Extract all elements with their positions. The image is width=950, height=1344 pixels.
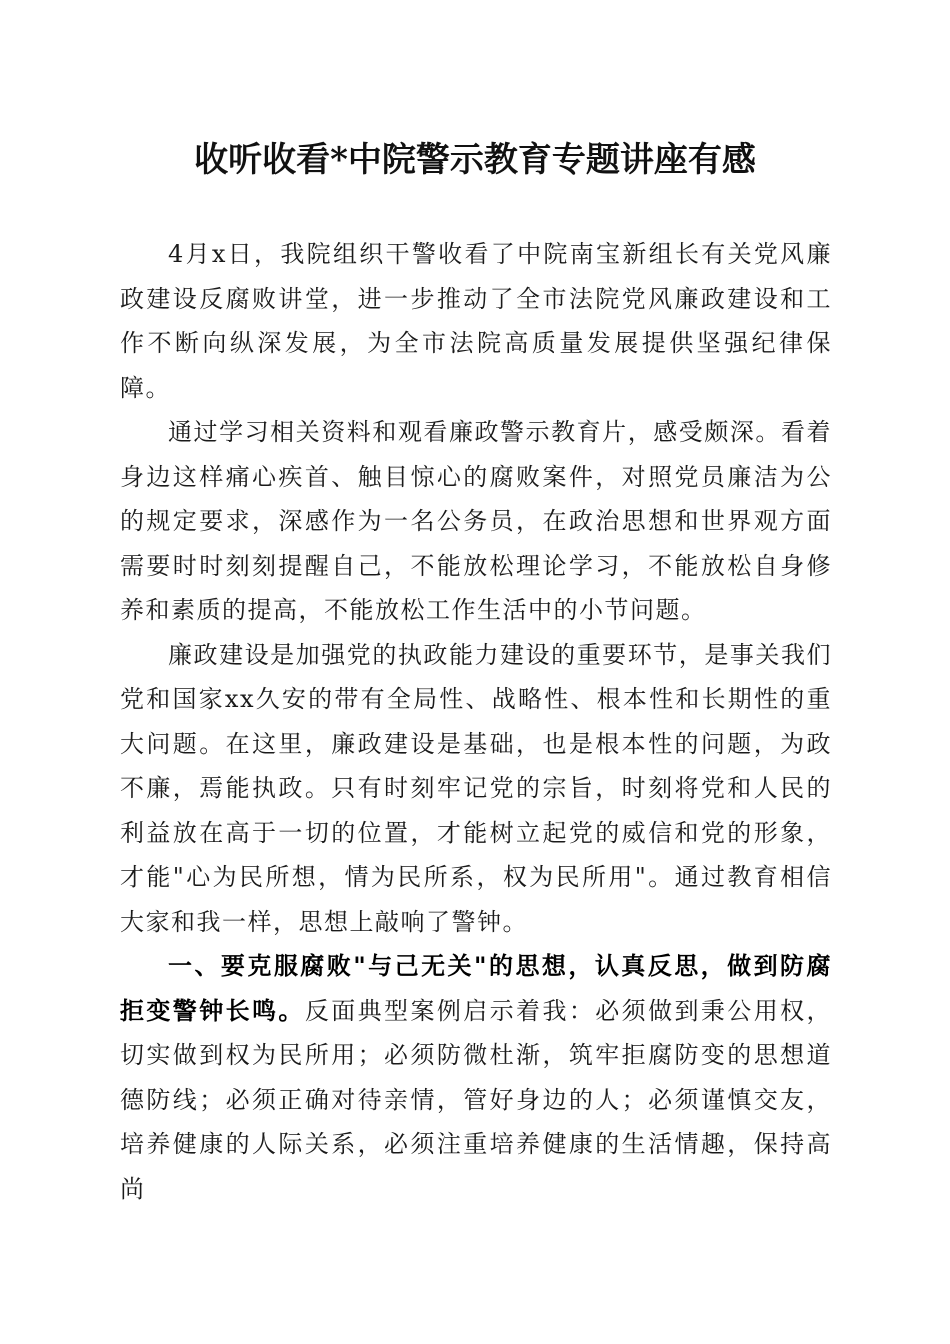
paragraph-integrity: 廉政建设是加强党的执政能力建设的重要环节，是事关我们党和国家xx久安的带有全局性、战略性、根本性和长期性的重大问题。在这里，廉政建设是基础，也是根本性的问题，为政不廉，焉能执政。只有时刻牢记党的宗旨，时刻将党和人民的利益放在高于一切的位置，才能树立起党的威信和党的形象，才能"心为民所想，情为民所系，权为民所用"。通过教育相信大家和我一样，思想上敲响了警钟。 [120,640,832,936]
document-title: 收听收看*中院警示教育专题讲座有感 [194,140,756,180]
paragraph-section-one [120,944,832,1211]
section-one-text: 反面典型案例启示着我：必须做到秉公用权，切实做到权为民所用；必须防微杜渐，筑牢拒腐防变的思想道德防线；必须正确对待亲情，管好身边的人；必须谨慎交友，培养健康的人际关系，必须注重培养健康的生活情趣，保持高尚 [120,996,832,1203]
document-body [120,232,832,1211]
section-one-heading: 一、要克服腐败"与己无关"的思想，认真反思，做到防腐拒变警钟长鸣。 [120,952,832,1025]
paragraph-reflection: 通过学习相关资料和观看廉政警示教育片，感受颇深。看着身边这样痛心疾首、触目惊心的腐败案件，对照党员廉洁为公的规定要求，深感作为一名公务员，在政治思想和世界观方面需要时时刻刻提醒自己，不能放松理论学习，不能放松自身修养和素质的提高，不能放松工作生活中的小节问题。 [120,418,832,624]
paragraph-intro: 4月x日，我院组织干警收看了中院南宝新组长有关党风廉政建设反腐败讲堂，进一步推动了全市法院党风廉政建设和工作不断向纵深发展，为全市法院高质量发展提供坚强纪律保障。 [120,240,832,402]
